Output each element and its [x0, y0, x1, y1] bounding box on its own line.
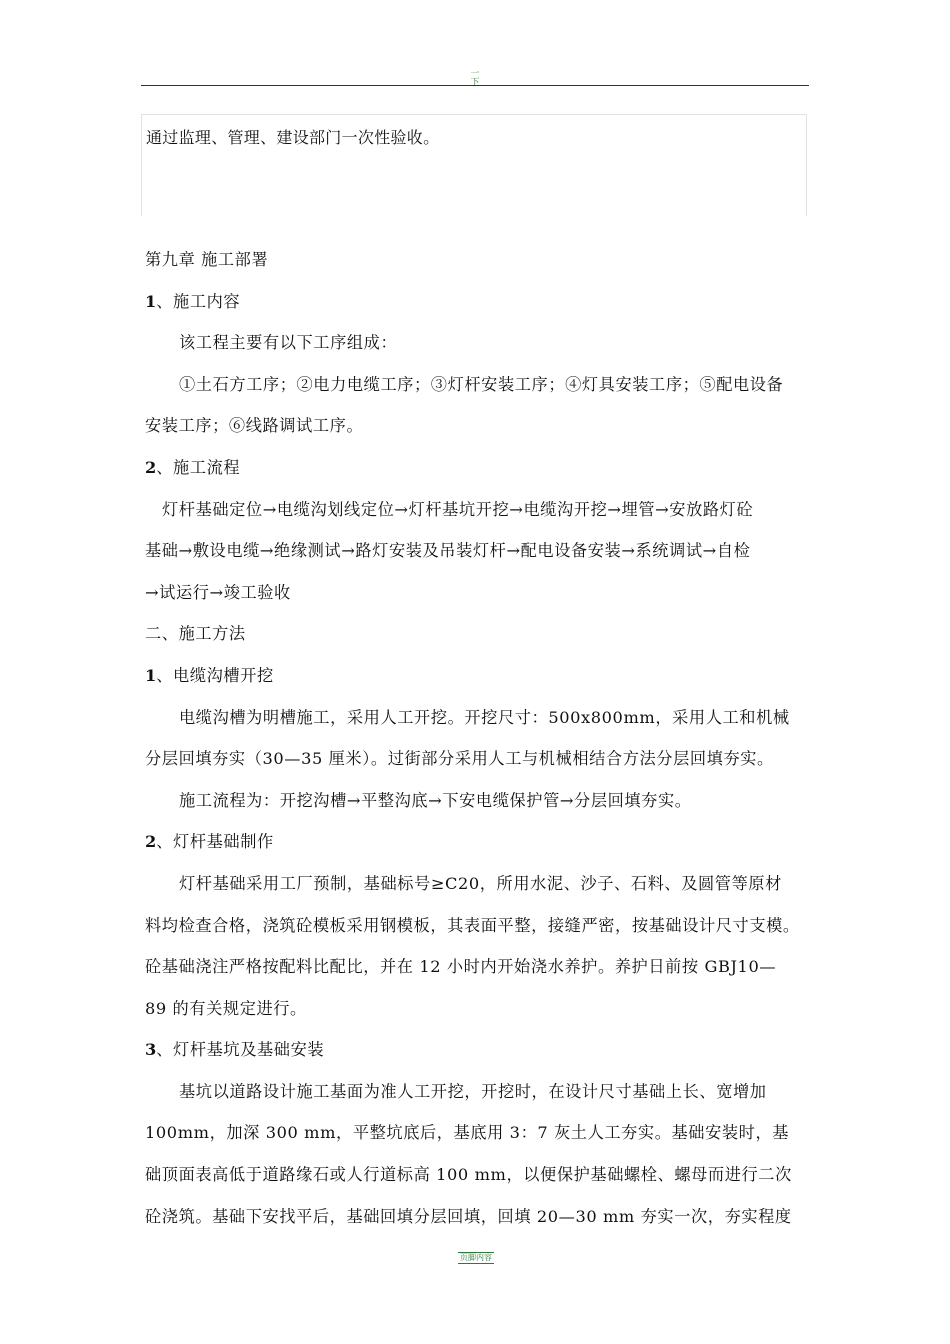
line-text: 第九章 施工部署: [145, 250, 269, 269]
line-text: 、电缆沟槽开挖: [156, 665, 274, 685]
paragraph-line: [145, 744, 810, 786]
line-text: 电缆沟槽为明槽施工，采用人工开挖。开挖尺寸：500x800mm，采用人工和机械: [179, 707, 790, 727]
paragraph-line: [145, 952, 810, 994]
line-text: 、灯杆基坑及基础安装: [156, 1040, 325, 1060]
paragraph-line: [145, 1202, 810, 1244]
continuation-text: 通过监理、管理、建设部门一次性验收。: [146, 128, 440, 147]
section-number: 3: [145, 1040, 157, 1060]
chapter-heading: [145, 245, 810, 287]
line-text: 灯杆基础采用工厂预制，基础标号≥C20，所用水泥、沙子、石料、及圆管等原材: [179, 873, 782, 893]
paragraph-line: [145, 578, 810, 620]
section-heading: [145, 1035, 810, 1077]
paragraph-line: [145, 536, 810, 578]
line-text: 础顶面表高低于道路缘石或人行道标高 100 mm，以便保护基础螺栓、螺母而进行二次: [145, 1165, 792, 1185]
line-text: 料均检查合格，浇筑砼模板采用钢模板，其表面平整，接缝严密，按基础设计尺寸支模。: [145, 915, 800, 935]
paragraph-line: [145, 1077, 810, 1119]
section-number: 2: [145, 832, 157, 852]
header-mark: 一 下: [470, 69, 480, 88]
line-text: 基坑以道路设计施工基面为准人工开挖，开挖时，在设计尺寸基础上长、宽增加: [179, 1081, 767, 1101]
paragraph-line: [145, 786, 810, 828]
line-text: 该工程主要有以下工序组成：: [179, 333, 398, 353]
section-heading: [145, 619, 810, 661]
line-text: 二、施工方法: [145, 624, 246, 644]
line-text: 基础→敷设电缆→绝缘测试→路灯安装及吊装灯杆→配电设备安装→系统调试→自检: [145, 541, 751, 561]
paragraph-line: [145, 1160, 810, 1202]
line-text: ①土石方工序；②电力电缆工序；③灯杆安装工序；④灯具安装工序；⑤配电设备: [179, 374, 784, 394]
line-text: 砼浇筑。基础下安找平后，基础回填分层回填，回填 20—30 mm 夯实一次，夯实程度: [145, 1206, 792, 1226]
line-text: →试运行→竣工验收: [145, 582, 291, 602]
section-number: 2: [145, 457, 157, 477]
paragraph-line: [145, 370, 810, 412]
section-number: 1: [145, 291, 157, 311]
paragraph-line: [145, 411, 810, 453]
line-text: 89 的有关规定进行。: [145, 998, 307, 1018]
paragraph-line: [145, 703, 810, 745]
section-heading: [145, 287, 810, 329]
header-rule: [141, 85, 809, 86]
footer-mark: 页脚内容: [460, 1253, 492, 1262]
line-text: 、施工流程: [156, 457, 241, 477]
paragraph-line: [145, 869, 810, 911]
paragraph-line: [145, 495, 810, 537]
section-number: 1: [145, 665, 157, 685]
line-text: 安装工序；⑥线路调试工序。: [145, 416, 364, 436]
paragraph-line: [145, 911, 810, 953]
line-text: 、灯杆基础制作: [156, 832, 274, 852]
line-text: 分层回填夯实（30—35 厘米）。过街部分采用人工与机械相结合方法分层回填夯实。: [145, 749, 774, 769]
section-heading: [145, 453, 810, 495]
line-text: 、施工内容: [156, 291, 241, 311]
line-text: 100mm，加深 300 mm，平整坑底后，基底用 3：7 灰土人工夯实。基础安装时，基: [145, 1123, 790, 1143]
line-text: 砼基础浇注严格按配料比配比，并在 12 小时内开始浇水养护。养护日前按 GBJ10—: [145, 957, 777, 977]
paragraph-line: [145, 328, 810, 370]
line-text: 灯杆基础定位→电缆沟划线定位→灯杆基坑开挖→电缆沟开挖→埋管→安放路灯砼: [162, 499, 754, 519]
continuation-box: [141, 114, 807, 216]
section-heading: [145, 661, 810, 703]
paragraph-line: [145, 1118, 810, 1160]
section-heading: [145, 827, 810, 869]
paragraph-line: [145, 994, 810, 1036]
line-text: 施工流程为：开挖沟槽→平整沟底→下安电缆保护管→分层回填夯实。: [179, 790, 692, 810]
body-text: [145, 245, 810, 1243]
